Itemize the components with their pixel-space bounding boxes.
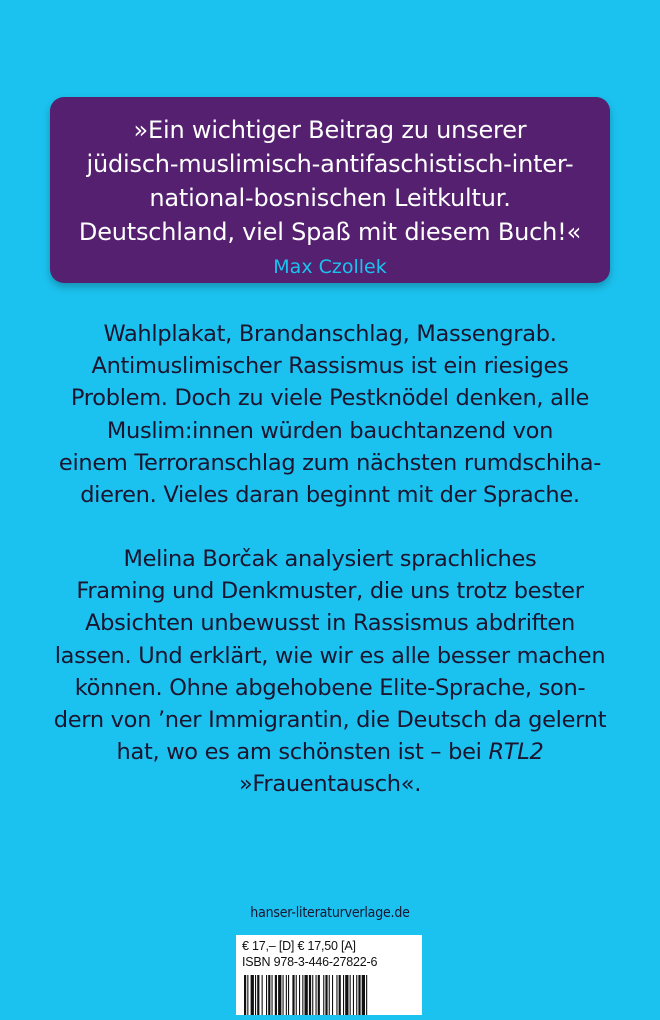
barcode-bar [255, 975, 256, 1015]
barcode-bar [302, 975, 303, 1015]
barcode-bar [336, 975, 337, 1015]
barcode-bar [292, 975, 294, 1015]
quote-line: »Ein wichtiger Beitrag zu unserer [133, 116, 527, 144]
blurb-line: dieren. Vieles daran beginnt mit der Sprache. [80, 482, 580, 509]
barcode-bar [305, 975, 308, 1015]
barcode-bar [316, 975, 317, 1015]
blurb-line: Muslim:innen würden bauchtanzend von [106, 417, 554, 444]
barcode-bar [286, 975, 287, 1015]
barcode-bar [268, 975, 270, 1015]
barcode [242, 975, 416, 1015]
quote-box [50, 97, 610, 283]
barcode-bar [257, 975, 259, 1015]
blurb-line: »Frauentausch«. [238, 771, 422, 798]
barcode-bar [247, 975, 248, 1015]
rtl2-italic-text: RTL2 [488, 739, 544, 766]
price-barcode-box [236, 935, 422, 1015]
blurb-line: Problem. Doch zu viele Pestknödel denken, alle [70, 385, 590, 412]
blurb-line [0, 736, 660, 768]
barcode-bar [312, 975, 313, 1015]
blurb-line: Melina Borčak analysiert sprachliches [123, 546, 537, 572]
publisher-website: hanser-literaturverlage.de [250, 905, 410, 921]
barcode-bar [283, 975, 284, 1015]
barcode-bar [343, 975, 344, 1015]
barcode-bar [353, 975, 354, 1015]
barcode-bar [332, 975, 333, 1015]
barcode-bar [288, 975, 289, 1015]
barcode-bar [299, 975, 300, 1015]
barcode-bar [318, 975, 320, 1015]
blurb-paragraph-1 [0, 318, 660, 511]
barcode-bar [325, 975, 327, 1015]
barcode-bar [251, 975, 254, 1015]
barcode-bar [275, 975, 277, 1015]
barcode-bar [345, 975, 348, 1015]
quote-line: jüdisch-muslimisch-antifaschistisch-inter- [86, 150, 574, 178]
barcode-bar [262, 975, 263, 1015]
barcode-bar [272, 975, 273, 1015]
barcode-bar [278, 975, 281, 1015]
blurb-line-text: hat, wo es am schönsten ist – bei [116, 739, 489, 766]
blurb-line: können. Ohne abgehobene Elite-Sprache, son- [74, 674, 586, 701]
barcode-bar [358, 975, 360, 1015]
barcode-bar [296, 975, 297, 1015]
barcode-bar [266, 975, 267, 1015]
barcode-bar [366, 975, 367, 1015]
blurb-line: einem Terroranschlag zum nächsten rumdschiha- [58, 449, 602, 476]
blurb-line: dern von ’ner Immigrantin, die Deutsch da gelernt [53, 707, 607, 734]
blurb-line: Antimuslimischer Rassismus ist ein riesiges [91, 353, 569, 380]
barcode-bar [339, 975, 341, 1015]
barcode-bar [350, 975, 351, 1015]
barcode-bar [329, 975, 330, 1015]
quote-line: Deutschland, viel Spaß mit diesem Buch!« [78, 218, 582, 246]
barcode-bar [356, 975, 357, 1015]
quote-author: Max Czollek [273, 256, 387, 278]
blurb-line: Framing und Denkmuster, die uns trotz bester [76, 578, 584, 605]
blurb-line: Absichten unbewusst in Rassismus abdriften [85, 610, 575, 637]
blurb-paragraph-2 [0, 543, 660, 801]
barcode-bar [309, 975, 311, 1015]
barcode-bar [362, 975, 365, 1015]
barcode-bar [244, 975, 246, 1015]
blurb-line: lassen. Und erklärt, wie wir es alle besser machen [54, 642, 606, 669]
isbn-text: ISBN 978-3-446-27822-6 [242, 955, 378, 969]
barcode-bar [323, 975, 324, 1015]
blurb-line: Wahlplakat, Brandanschlag, Massengrab. [103, 321, 557, 347]
price-text: € 17,– [D] € 17,50 [A] [242, 939, 356, 953]
quote-line: national-bosnischen Leitkultur. [149, 184, 511, 212]
